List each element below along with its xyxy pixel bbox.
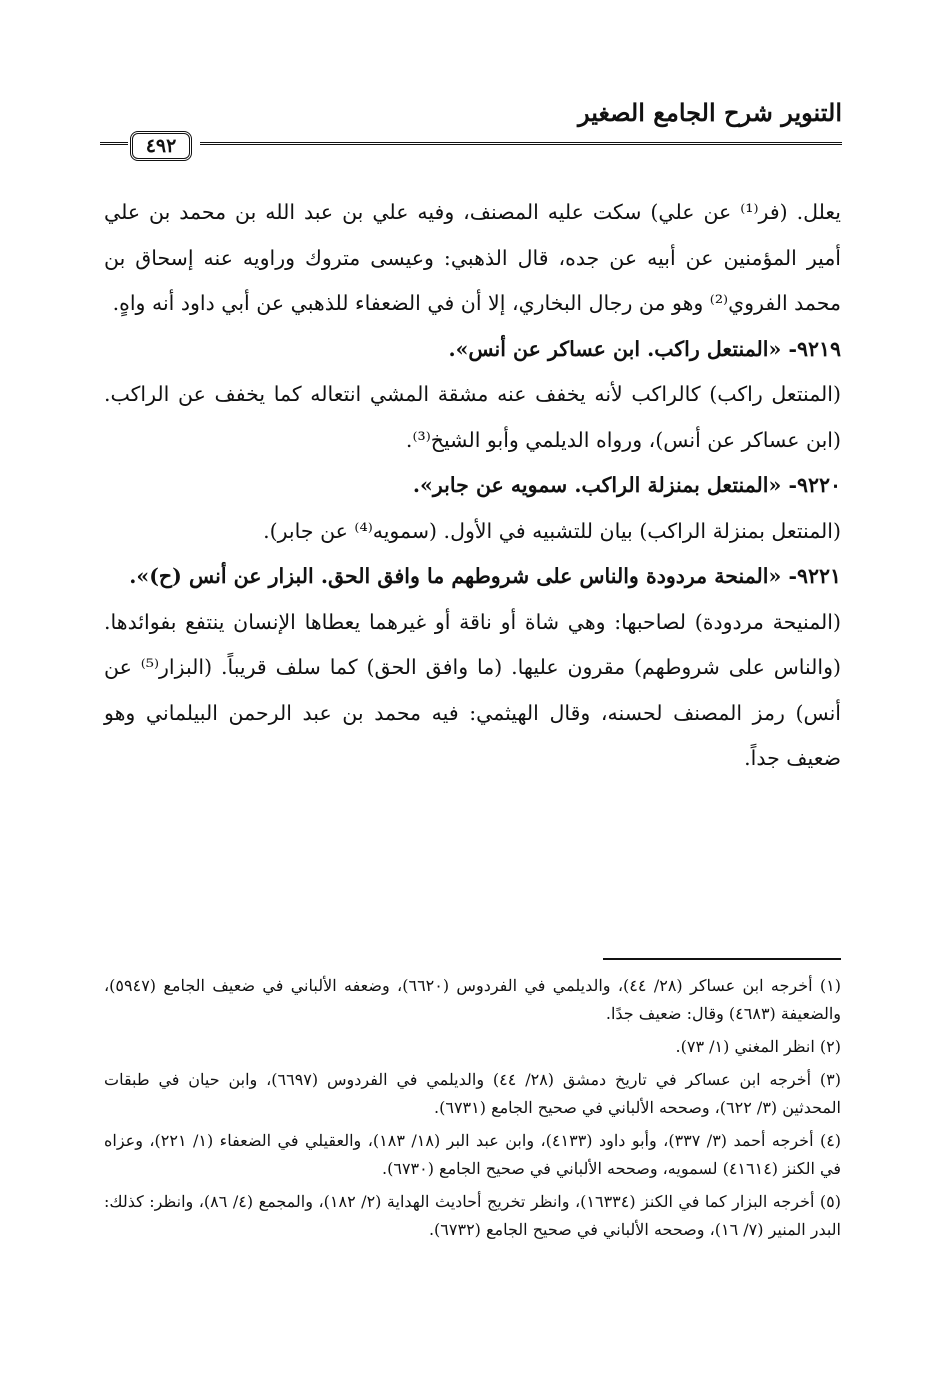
main-text xyxy=(104,190,841,782)
footnote: (٥) أخرجه البزار كما في الكنز (١٦٣٣٤)، وانظر تخريج أحاديث الهداية (٢/ ١٨٢)، والمجمع (٤/ ٨٦)، وانظر: كذلك: البدر المنير (٧/ ١٦)، وصححه الألباني في صحيح الجامع (٦٧٣٢). xyxy=(104,1192,842,1239)
footnote-separator xyxy=(603,958,841,960)
footnote: (٢) انظر المغني (١/ ٧٣). xyxy=(675,1037,841,1056)
commentary-paragraph: (المنيحة مردودة) لصاحبها: وهي شاة أو ناقة أو غيرهما يعطاها الإنسان ينتفع بفوائدها. (والناس على شروطهم) مقرون عليها. (ما وافق الحق) كما سلف قريباً. (البزار⁽⁵⁾ عن أنس) رمز المصنف لحسنه، وقال الهيثمي: فيه محمد بن عبد الرحمن البيلماني وهو ضعيف جداً. xyxy=(104,609,842,770)
header-rule-left xyxy=(100,142,128,148)
commentary-paragraph: يعلل. (فر⁽¹⁾ عن علي) سكت عليه المصنف، وفيه علي بن عبد الله بن محمد بن علي أمير المؤمنين عن أبيه عن جده، قال الذهبي: وعيسى متروك وراويه عنه إسحاق بن محمد الفروي⁽²⁾ وهو من رجال البخاري، إلا أن في الضعفاء للذهبي عن أبي داود أنه واهٍ. xyxy=(104,200,841,315)
running-title: التنوير شرح الجامع الصغير xyxy=(578,98,842,127)
page-number: ٤٩٢ xyxy=(130,131,192,161)
hadith-heading: ٩٢١٩- «المنتعل راكب. ابن عساكر عن أنس». xyxy=(448,336,841,361)
hadith-heading: ٩٢٢١- «المنحة مردودة والناس على شروطهم ما وافق الحق. البزار عن أنس (ح)». xyxy=(129,564,841,588)
footnote: (١) أخرجه ابن عساكر (٢٨/ ٤٤)، والديلمي في الفردوس (٦٦٢٠)، وضعفه الألباني في ضعيف الجامع (٥٩٤٧)، والضعيفة (٤٦٨٣) وقال: ضعيف جدًا. xyxy=(104,976,842,1023)
footnotes xyxy=(104,972,841,1249)
hadith-heading: ٩٢٢٠- «المنتعل بمنزلة الراكب. سمويه عن جابر». xyxy=(412,473,841,497)
header-rule xyxy=(200,142,842,148)
page-header xyxy=(100,90,842,162)
footnote: (٣) أخرجه ابن عساكر في تاريخ دمشق (٢٨/ ٤٤) والديلمي في الفردوس (٦٦٩٧)، وابن حيان في طبقات المحدثين (٣/ ٦٢٢)، وصححه الألباني في صحيح الجامع (٦٧٣١). xyxy=(104,1070,842,1117)
commentary-paragraph: (المنتعل بمنزلة الراكب) بيان للتشبيه في الأول. (سمويه⁽⁴⁾ عن جابر). xyxy=(263,518,841,543)
footnote: (٤) أخرجه أحمد (٣/ ٣٣٧)، وأبو داود (٤١٣٣)، وابن عبد البر (١٨/ ١٨٣)، والعقيلي في الضعفاء (١/ ٢٢١)، وعزاه في الكنز (٤١٦١٤) لسمويه، وصححه الألباني في صحيح الجامع (٦٧٣٠). xyxy=(104,1131,842,1178)
commentary-paragraph: (المنتعل راكب) كالراكب لأنه يخفف عنه مشقة المشي انتعاله كما يخفف عن الراكب. (ابن عساكر عن أنس)، ورواه الديلمي وأبو الشيخ⁽³⁾. xyxy=(104,382,841,452)
